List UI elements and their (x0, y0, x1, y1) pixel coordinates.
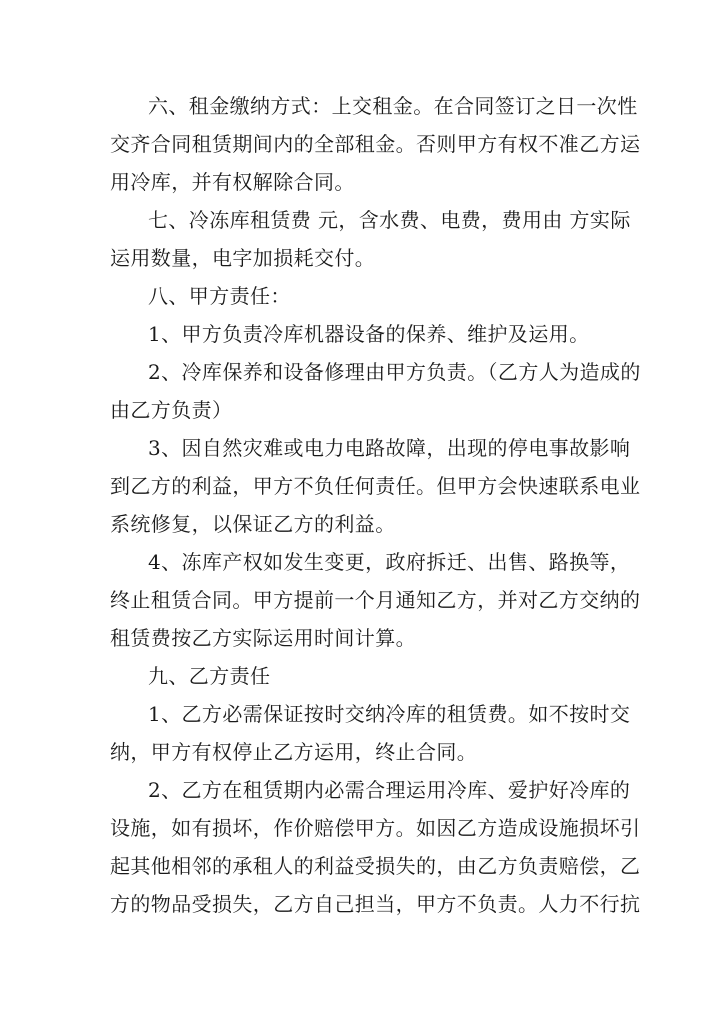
paragraph-line: 纳，甲方有权停止乙方运用，终止合同。 (110, 740, 478, 764)
paragraph-line: 终止租赁合同。甲方提前一个月通知乙方，并对乙方交纳的 (110, 588, 641, 612)
paragraph-line: 系统修复，以保证乙方的利益。 (110, 512, 396, 536)
paragraph-line: 2、乙方在租赁期内必需合理运用冷库、爱护好冷库的 (148, 778, 631, 802)
paragraph-line: 设施，如有损坏，作价赔偿甲方。如因乙方造成设施损坏引 (110, 816, 641, 840)
paragraph-line: 2、冷库保养和设备修理由甲方负责。（乙方人为造成的 (148, 360, 641, 384)
paragraph-line: 4、冻库产权如发生变更，政府拆迁、出售、路换等， (148, 550, 631, 574)
paragraph-line: 起其他相邻的承租人的利益受损失的，由乙方负责赔偿，乙 (110, 854, 641, 878)
paragraph-line: 到乙方的利益，甲方不负任何责任。但甲方会快速联系电业 (110, 474, 641, 498)
paragraph-line: 交齐合同租赁期间内的全部租金。否则甲方有权不准乙方运 (110, 132, 641, 156)
paragraph-line: 3、因自然灾难或电力电路故障，出现的停电事故影响 (148, 436, 631, 460)
paragraph-line: 由乙方负责） (110, 398, 233, 422)
paragraph-line: 六、租金缴纳方式：上交租金。在合同签订之日一次性 (148, 94, 638, 118)
paragraph-line: 七、冷冻库租赁费 元，含水费、电费，费用由 方实际 (148, 208, 631, 232)
paragraph-line: 运用数量，电字加损耗交付。 (110, 246, 376, 270)
paragraph-line: 租赁费按乙方实际运用时间计算。 (110, 626, 416, 650)
paragraph-line: 方的物品受损失，乙方自己担当，甲方不负责。人力不行抗 (110, 892, 641, 916)
section-heading: 八、甲方责任： (148, 284, 291, 308)
paragraph-line: 1、乙方必需保证按时交纳冷库的租赁费。如不按时交 (148, 702, 631, 726)
paragraph-line: 1、甲方负责冷库机器设备的保养、维护及运用。 (148, 322, 590, 346)
section-heading: 九、乙方责任 (148, 664, 271, 688)
paragraph-line: 用冷库，并有权解除合同。 (110, 170, 355, 194)
